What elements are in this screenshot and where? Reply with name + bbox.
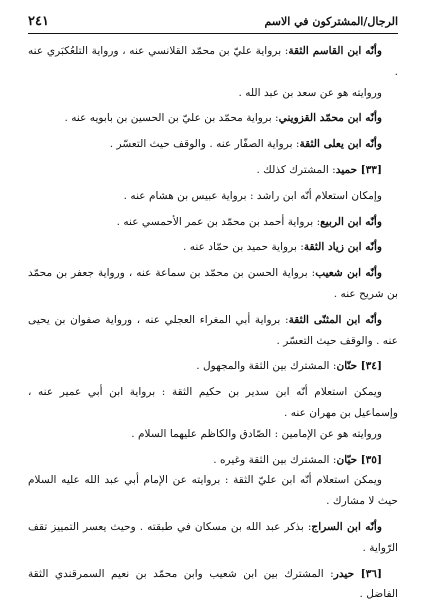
keyword: وأنّه ابن محمّد القزويني: [278, 112, 382, 125]
paragraph-text: : برواية الصفّار عنه . والوقف حيث التعسّر .: [109, 138, 300, 151]
paragraph-text: : برواية أبي المغراء العجلي عنه ، ورواية صفوان بن يحيى عنه . والوقف حيث التعسّر .: [28, 313, 398, 347]
paragraph: [28, 263, 398, 305]
entry-name: حيّان: [336, 453, 358, 466]
paragraph: [28, 237, 398, 258]
paragraph-text: : بذكر عبد الله بن مسكان في طبقته . وحيث يعسر التمييز تقف الرّواية .: [28, 520, 398, 554]
paragraph-text: وروايته هو عن الإمامين : الصّادق والكاظم عليهما السلام .: [131, 427, 382, 440]
entry-name: حيدر: [333, 567, 355, 580]
keyword: وأنّه ابن الربيع: [320, 215, 382, 228]
entry-number: [٣٤]: [360, 360, 382, 373]
entry-name: حميد: [335, 163, 358, 176]
keyword: وأنّه ابن السراج: [311, 520, 382, 533]
paragraph: [28, 83, 398, 104]
paragraph-text: : برواية الحسن بن محمّد بن سماعة عنه ، ورواية جعفر بن محمّد بن شريح عنه .: [28, 267, 398, 300]
paragraph: [28, 424, 398, 445]
page-number: ٢٤١: [28, 14, 49, 29]
keyword: وأنّه ابن شعيب: [315, 267, 383, 280]
keyword: وأنّه ابن زياد الثقة: [303, 241, 382, 254]
entry-number: [٣٦]: [360, 567, 382, 580]
paragraph: [28, 310, 398, 352]
paragraph-text: : المشترك بين الثقة وغيره .: [213, 453, 337, 466]
entry-heading: [28, 450, 398, 471]
paragraph: [28, 212, 398, 233]
paragraph-text: : برواية أحمد بن محمّد بن عمر الأحمسي عنه .: [116, 215, 321, 228]
page-body: [28, 41, 398, 605]
entry-heading: [28, 356, 398, 377]
paragraph-text: : المشترك بين ابن شعيب وابن محمّد بن نعيم السمرقندي الثقة الفاضل .: [28, 567, 398, 601]
paragraph: [28, 470, 398, 512]
paragraph-text: : برواية حميد بن حمّاد عنه .: [182, 241, 304, 254]
paragraph-text: ويمكن استعلام أنّه ابن عليّ الثقة : بروايته عن الإمام أبي عبد الله عليه السلام حيث لا مشارك .: [28, 474, 398, 508]
keyword: وأنّه ابن القاسم الثقة: [288, 45, 382, 57]
paragraph: [28, 382, 398, 424]
paragraph-text: : برواية عليّ بن محمّد القلانسي عنه ، ورواية التلعُكبَري عنه .: [28, 45, 398, 78]
entry-heading: [28, 564, 398, 606]
paragraph-text: وروايته هو عن سعد بن عبد الله .: [238, 86, 382, 99]
entry-name: حنّان: [336, 360, 358, 373]
page-header: [28, 14, 398, 34]
keyword: وأنّه ابن يعلى الثقة: [299, 138, 382, 151]
paragraph-text: : المشترك كذلك .: [256, 163, 336, 176]
paragraph: [28, 517, 398, 559]
paragraph: [28, 108, 398, 129]
paragraph-text: : برواية محمّد بن عليّ بن الحسين بن بابويه عنه .: [64, 112, 279, 125]
entry-heading: [28, 160, 398, 181]
keyword: وأنّه ابن المثنّى الثقة: [288, 313, 382, 326]
paragraph: [28, 41, 398, 83]
paragraph: [28, 134, 398, 155]
paragraph-text: وإمكان استعلام أنّه ابن راشد : برواية عبيس بن هشام عنه .: [123, 189, 382, 202]
paragraph: [28, 186, 398, 207]
paragraph-text: ويمكن استعلام أنّه ابن سدير بن حكيم الثقة : برواية ابن أبي عمير عنه ، وإسماعيل بن مهران عنه .: [28, 386, 398, 419]
running-title: الرجال/المشتركون في الاسم: [264, 15, 398, 28]
entry-number: [٣٥]: [360, 453, 382, 466]
entry-number: [٣٣]: [360, 163, 382, 176]
paragraph-text: : المشترك بين الثقة والمجهول .: [196, 360, 337, 373]
